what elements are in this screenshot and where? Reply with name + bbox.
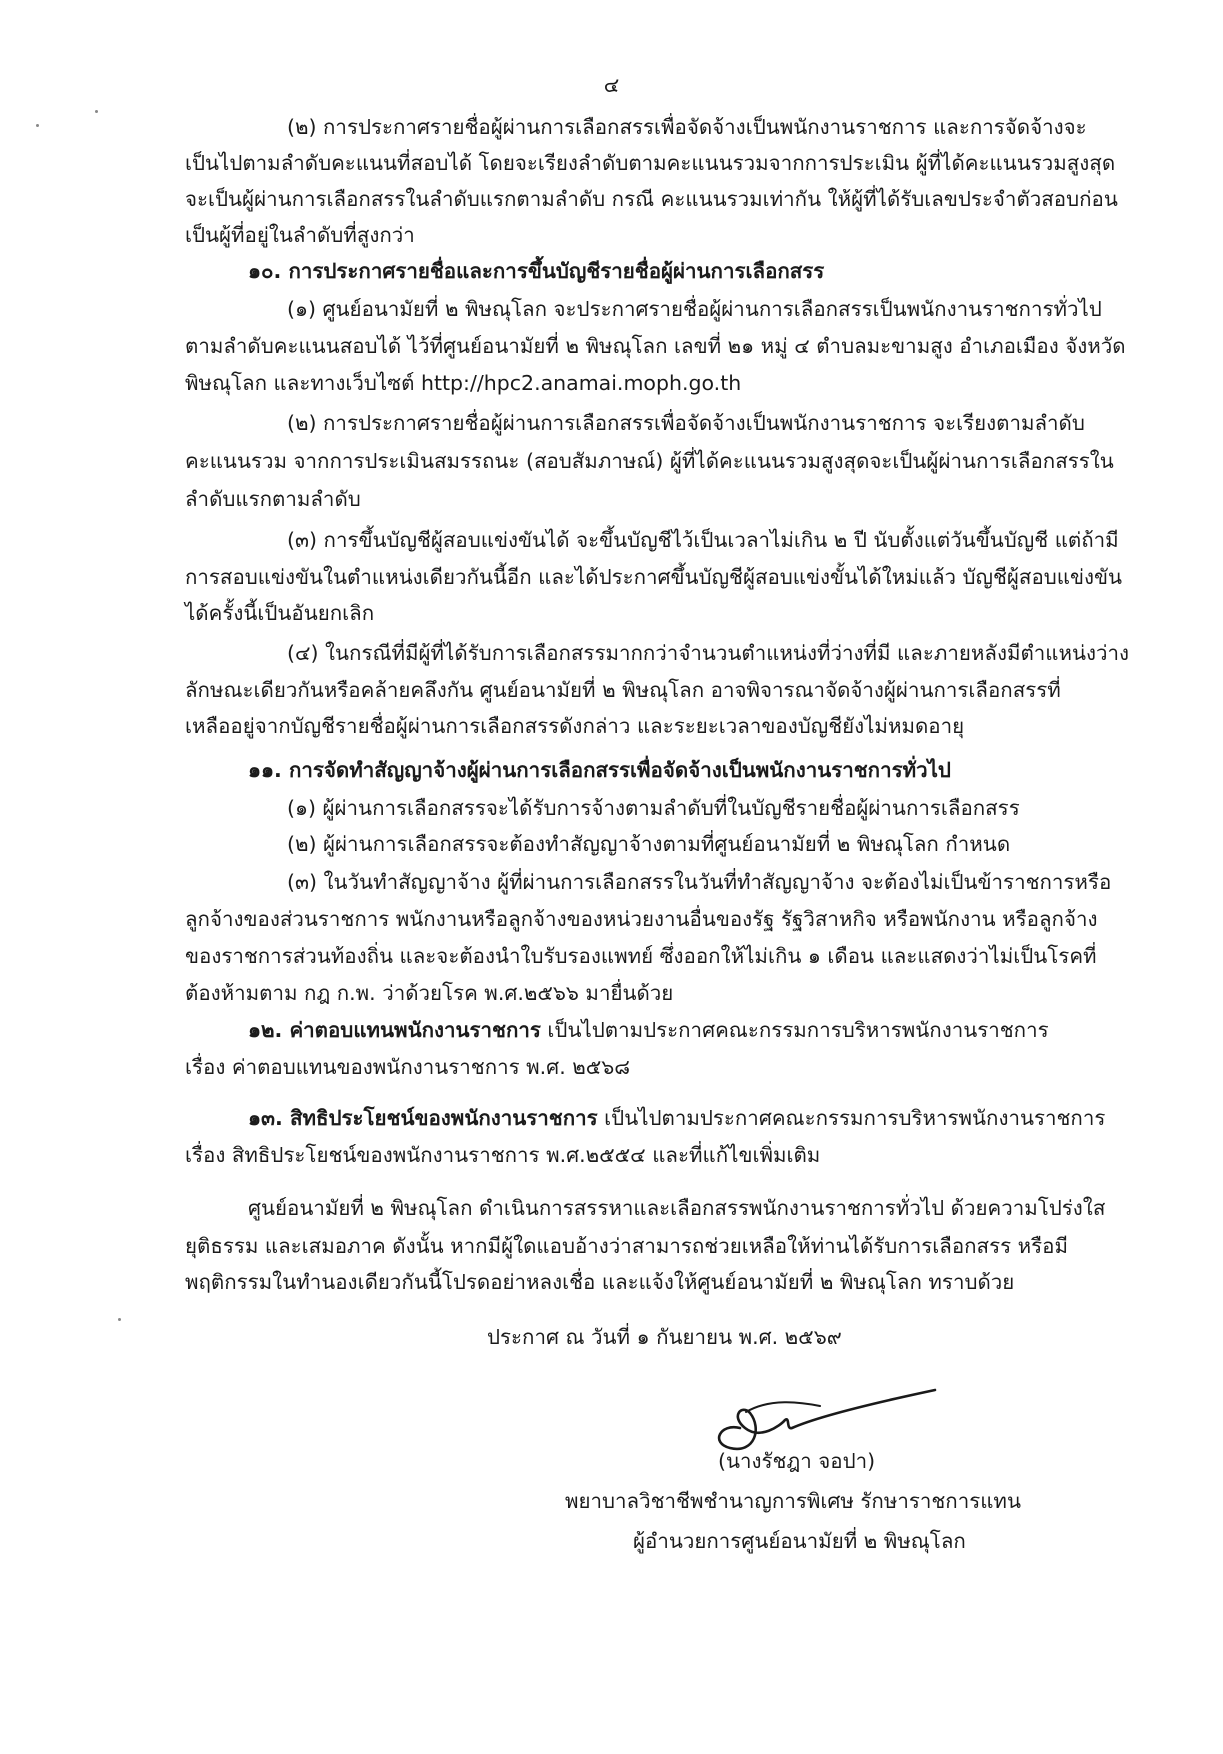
closing-line-2: ยุติธรรม และเสมอภาค ดังนั้น หากมีผู้ใดแอบอ้างว่าสามารถช่วยเหลือให้ท่านได้รับการเลือกสรร หรือมี — [185, 1234, 1068, 1258]
signatory-position-1: พยาบาลวิชาชีพชำนาญการพิเศษ รักษาราชการแทน — [565, 1489, 1021, 1513]
sec13-text-1: เป็นไปตามประกาศคณะกรรมการบริหารพนักงานราชการ — [597, 1106, 1106, 1130]
sec10-p3-line-3: ได้ครั้งนี้เป็นอันยกเลิก — [185, 601, 375, 625]
sec10-p4-line-2: ลักษณะเดียวกันหรือคล้ายคลึงกัน ศูนย์อนามัยที่ ๒ พิษณุโลก อาจพิจารณาจัดจ้างผู้ผ่านการเลือกสรรที่ — [185, 678, 1061, 702]
sec10-p3-line-2: การสอบแข่งขันในตำแหน่งเดียวกันนี้อีก และได้ประกาศขึ้นบัญชีผู้สอบแข่งขั้นได้ใหม่แล้ว บัญชีผู้สอบแข่งขัน — [185, 565, 1123, 589]
sec9-p2-line-3: จะเป็นผู้ผ่านการเลือกสรรในลำดับแรกตามลำดับ กรณี คะแนนรวมเท่ากัน ให้ผู้ที่ได้รับเลขประจำตัวสอบก่อน — [185, 187, 1118, 211]
sec10-p2-line-1: (๒) การประกาศรายชื่อผู้ผ่านการเลือกสรรเพื่อจัดจ้างเป็นพนักงานราชการ จะเรียงตามลำดับ — [287, 411, 1085, 435]
sec10-heading: ๑๐. การประกาศรายชื่อและการขึ้นบัญชีรายชื่อผู้ผ่านการเลือกสรร — [248, 259, 825, 283]
sec10-p4-line-1: (๔) ในกรณีที่มีผู้ที่ได้รับการเลือกสรรมากกว่าจำนวนตำแหน่งที่ว่างที่มี และภายหลังมีตำแหน่งว่าง — [287, 641, 1130, 665]
signatory-name: (นางรัชฎา จอปา) — [718, 1449, 876, 1473]
sec11-p3-line-1: (๓) ในวันทำสัญญาจ้าง ผู้ที่ผ่านการเลือกสรรในวันที่ทำสัญญาจ้าง จะต้องไม่เป็นข้าราชการหรือ — [287, 870, 1112, 894]
closing-line-3: พฤติกรรมในทำนองเดียวกันนี้โปรดอย่าหลงเชื่อ และแจ้งให้ศูนย์อนามัยที่ ๒ พิษณุโลก ทราบด้วย — [185, 1270, 1015, 1294]
sec10-p2-line-2: คะแนนรวม จากการประเมินสมรรถนะ (สอบสัมภาษณ์) ผู้ที่ได้คะแนนรวมสูงสุดจะเป็นผู้ผ่านการเลือกสรรใน — [185, 449, 1114, 473]
sec11-p1: (๑) ผู้ผ่านการเลือกสรรจะได้รับการจ้างตามลำดับที่ในบัญชีรายชื่อผู้ผ่านการเลือกสรร — [287, 796, 1020, 820]
sec11-p3-line-3: ของราชการส่วนท้องถิ่น และจะต้องนำใบรับรองแพทย์ ซึ่งออกให้ไม่เกิน ๑ เดือน และแสดงว่าไม่เป็นโรคที่ — [185, 944, 1097, 968]
sec9-p2-line-2: เป็นไปตามลำดับคะแนนที่สอบได้ โดยจะเรียงลำดับตามคะแนนรวมจากการประเมิน ผู้ที่ได้คะแนนรวมสูงสุด — [185, 151, 1116, 175]
sec10-p1-line-1: (๑) ศูนย์อนามัยที่ ๒ พิษณุโลก จะประกาศรายชื่อผู้ผ่านการเลือกสรรเป็นพนักงานราชการทั่วไป — [287, 297, 1102, 321]
sec12-line-2: เรื่อง ค่าตอบแทนของพนักงานราชการ พ.ศ. ๒๕๖๘ — [185, 1055, 631, 1079]
sec11-p3-line-2: ลูกจ้างของส่วนราชการ พนักงานหรือลูกจ้างของหน่วยงานอื่นของรัฐ รัฐวิสาหกิจ หรือพนักงาน หรือลูกจ้าง — [185, 907, 1098, 931]
announce-date: ประกาศ ณ วันที่ ๑ กันยายน พ.ศ. ๒๕๖๙ — [487, 1325, 842, 1349]
sec13-line-2: เรื่อง สิทธิประโยชน์ของพนักงานราชการ พ.ศ.๒๕๕๔ และที่แก้ไขเพิ่มเติม — [185, 1143, 821, 1167]
sec13-heading: ๑๓. สิทธิประโยชน์ของพนักงานราชการ — [248, 1106, 598, 1130]
sec11-p3-line-4: ต้องห้ามตาม กฎ ก.พ. ว่าด้วยโรค พ.ศ.๒๕๖๖ มายื่นด้วย — [185, 981, 674, 1005]
sec9-p2-line-4: เป็นผู้ที่อยู่ในลำดับที่สูงกว่า — [185, 223, 415, 247]
sec10-p4-line-3: เหลืออยู่จากบัญชีรายชื่อผู้ผ่านการเลือกสรรดังกล่าว และระยะเวลาของบัญชียังไม่หมดอายุ — [185, 714, 965, 738]
scan-speck — [95, 110, 98, 113]
page-number: ๔ — [603, 73, 620, 97]
sec13-line-1 — [248, 1103, 1105, 1133]
closing-line-1: ศูนย์อนามัยที่ ๒ พิษณุโลก ดำเนินการสรรหาและเลือกสรรพนักงานราชการทั่วไป ด้วยความโปร่งใส — [248, 1196, 1106, 1220]
sec11-p2: (๒) ผู้ผ่านการเลือกสรรจะต้องทำสัญญาจ้างตามที่ศูนย์อนามัยที่ ๒ พิษณุโลก กำหนด — [287, 832, 1011, 856]
sec12-heading: ๑๒. ค่าตอบแทนพนักงานราชการ — [248, 1018, 541, 1042]
sec9-p2-line-1: (๒) การประกาศรายชื่อผู้ผ่านการเลือกสรรเพื่อจัดจ้างเป็นพนักงานราชการ และการจัดจ้างจะ — [287, 115, 1087, 139]
signatory-position-2: ผู้อำนวยการศูนย์อนามัยที่ ๒ พิษณุโลก — [633, 1529, 966, 1553]
sec10-p3-line-1: (๓) การขึ้นบัญชีผู้สอบแข่งขันได้ จะขึ้นบัญชีไว้เป็นเวลาไม่เกิน ๒ ปี นับตั้งแต่วันขึ้นบัญชี แต่ถ้ามี — [287, 528, 1119, 552]
scan-speck — [36, 124, 39, 127]
scan-speck — [118, 1318, 121, 1321]
sec10-p2-line-3: ลำดับแรกตามลำดับ — [185, 487, 361, 511]
sec10-p1-line-2: ตามลำดับคะแนนสอบได้ ไว้ที่ศูนย์อนามัยที่ ๒ พิษณุโลก เลขที่ ๒๑ หมู่ ๔ ตำบลมะขามสูง อำเภอเมือง จังหวัด — [185, 334, 1126, 358]
sec12-line-1 — [248, 1015, 1049, 1045]
sec10-p1-line-3: พิษณุโลก และทางเว็บไซต์ http://hpc2.anamai.moph.go.th — [185, 371, 742, 395]
sec11-heading: ๑๑. การจัดทำสัญญาจ้างผู้ผ่านการเลือกสรรเพื่อจัดจ้างเป็นพนักงานราชการทั่วไป — [248, 758, 951, 782]
sec12-text-1: เป็นไปตามประกาศคณะกรรมการบริหารพนักงานราชการ — [540, 1018, 1049, 1042]
handwritten-signature — [700, 1368, 940, 1458]
